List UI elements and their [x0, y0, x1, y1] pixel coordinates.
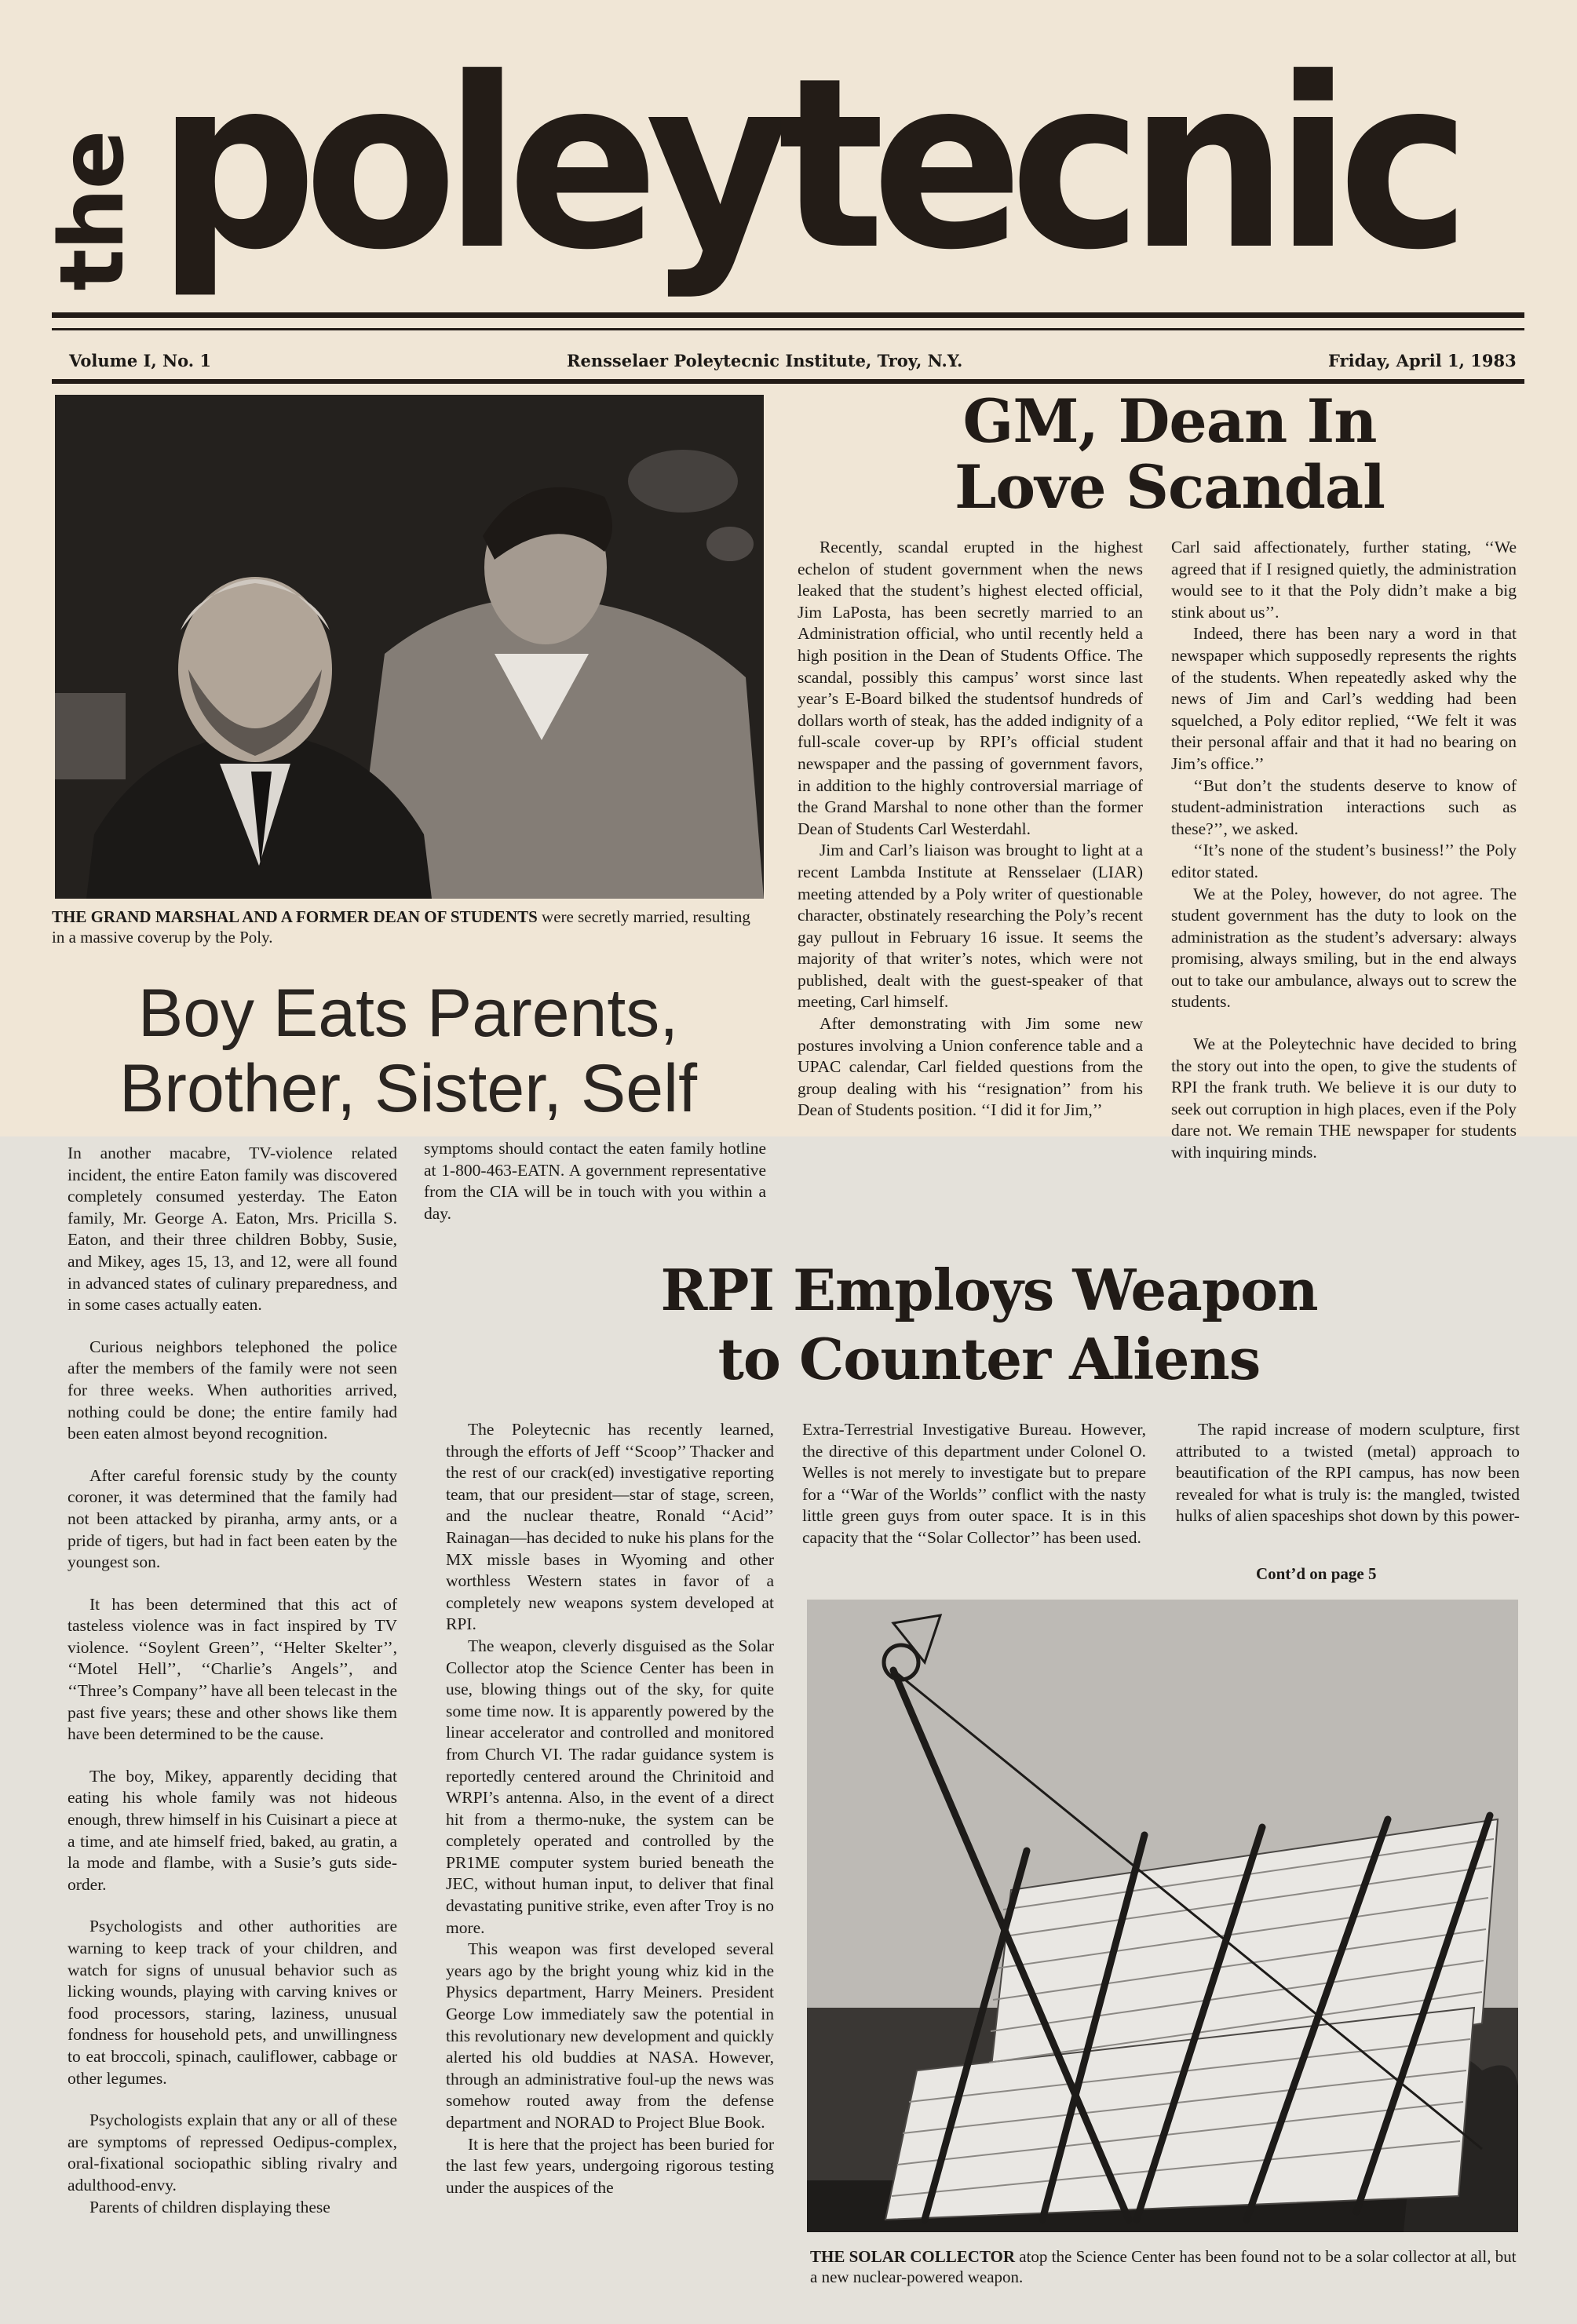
article-rpi-col2 [802, 1419, 1146, 1549]
paragraph: The Poleytecnic has recently learned, through the efforts of Jeff ‘‘Scoop’’ Thacker and the rest of our crack(ed) investigative reporting team, that our president—star of stage, screen, and the nuclear theatre, Ronald ‘‘Acid’’ Rainagan—has decided to nuke his plans for the MX missle bases in Wyoming and other worthless Western states in favor of a completely new weapons system developed at RPI. [446, 1420, 774, 1634]
paragraph: The boy, Mikey, apparently deciding that eating his whole family was not hideous enough, threw himself in his Cuisinart a piece at a time, and ate himself fried, baked, au gratin, a la mode and flambe, with a Susie’s guts side-order. [68, 1766, 397, 1894]
caption-bold: THE SOLAR COLLECTOR [810, 2247, 1016, 2266]
headline-rpi-weapon [440, 1256, 1539, 1394]
paragraph: After careful forensic study by the county coroner, it was determined that the family had not been attacked by piranha, army ants, or a pride of tigers, but had in fact been eaten by the youngest son. [68, 1465, 397, 1572]
photo-gm-dean [55, 395, 764, 899]
photo-gm-dean-illustration [55, 395, 764, 899]
paragraph: We at the Poley, however, do not agree. The student government has the duty to look on the administration as the student’s adversary: always promising, always smiling, but in the end always out to take our ambulance, always out to screw the students. [1171, 884, 1517, 1012]
headline-boy-eats [47, 976, 769, 1126]
paragraph: Recently, scandal erupted in the highest echelon of student government when the news leaked that the student’s highest elected official, Jim LaPosta, has been secretly married to an Administration official, who until recently held a high position in the Dean of Students Office. The scandal, possibly this campus’ worst since last year’s E-Board bilked the studentsof hundreds of dollars worth of steak, has the added indignity of a full-scale cover-up by RPI’s official student newspaper and the passing of government favors, in addition to the highly controversial marriage of the Grand Marshal to none other than the former Dean of Students Carl Westerdahl. [798, 538, 1143, 838]
paragraph: Parents of children displaying these [89, 2197, 330, 2216]
paragraph: It has been determined that this act of tasteless violence was in fact inspired by TV violence. ‘‘Soylent Green’’, ‘‘Helter Skelter’’, ‘‘Motel Hell’’, ‘‘Charlie’s Angels’’, and ‘‘Three’s Company’’ have all been telecast in the past five years; these and other shows like them have been determined to be the cause. [68, 1594, 397, 1744]
date-label: Friday, April 1, 1983 [1328, 351, 1517, 370]
paragraph: Curious neighbors telephoned the police after the members of the family were not seen for three weeks. When authorities arrived, nothing could be done; the entire family had been eaten almost beyond recognition. [68, 1337, 397, 1443]
paragraph: Extra-Terrestrial Investigative Bureau. However, the directive of this department under Colonel O. Welles is not merely to investigate but to prepare for a ‘‘War of the Worlds’’ conflict with the nasty little green guys from outer space. It is in this capacity that the ‘‘Solar Collector’’ has been used. [802, 1420, 1146, 1547]
photo-gm-dean-caption [52, 907, 758, 947]
photo-solar-collector-illustration [807, 1600, 1518, 2232]
article-boy-col1 [68, 1143, 397, 2218]
volume-label: Volume I, No. 1 [69, 351, 212, 370]
paragraph: We at the Poleytechnic have decided to bring the story out into the open, to give the students of RPI the frank truth. We believe it is our duty to seek out corruption in high places, even if the Poly dare not. We remain THE newspaper for students with inquiring minds. [1171, 1034, 1517, 1162]
paragraph: Indeed, there has been nary a word in that newspaper which supposedly represents the rights of the students. When repeatedly asked why the news of Jim and Carl’s wedding had been squelched, a Poly editor replied, ‘‘We felt it was their personal affair and that it had no bearing on Jim’s office.’’ [1171, 624, 1517, 773]
article-gm-col2 [1171, 537, 1517, 1164]
paragraph: This weapon was first developed several years ago by the bright young whiz kid in the Physics department, Harry Meiners. President George Low immediately saw the potential in this revolutionary new development and quickly alerted his old buddies at NASA. However, through an administrative foul-up the news was somehow routed away from the defense department and NORAD to Project Blue Book. [446, 1939, 774, 2132]
paragraph: Psychologists explain that any or all of these are symptoms of repressed Oedipus-complex, oral-fixational sociopathic sibling rivalry and adulthood-envy. [68, 2111, 397, 2194]
masthead-the: the [42, 131, 144, 291]
headline-boy-eats-line2: Brother, Sister, Self [119, 1051, 698, 1126]
paragraph: It is here that the project has been buried for the last few years, undergoing rigorous testing under the auspices of the [446, 2134, 774, 2197]
photo-solar-collector [807, 1600, 1518, 2232]
masthead-title: poleytecnic [157, 27, 1458, 301]
masthead-rule-mid [52, 328, 1524, 330]
headline-rpi-line1: RPI Employs Weapon [660, 1257, 1318, 1323]
paragraph: Jim and Carl’s liaison was brought to light at a recent Lambda Institute at Rensselaer (LIAR) meeting attended by a Poly writer of questionable character, obstinately researching the Poly’s recent gay pullout in February 16 issue. It seems the majority of that writer’s notes, which were not published, dealt with the guest-speaker of that meeting, Carl himself. [798, 841, 1143, 1012]
contd-label: Cont’d on page 5 [1256, 1564, 1377, 1583]
photo-solar-collector-caption [810, 2246, 1517, 2287]
paragraph: Psychologists and other authorities are warning to keep track of your children, and watch for signs of unusual behavior such as licking wounds, playing with carving knives or food processors, staring, laziness, unusual fondness for household pets, and unwillingness to eat broccoli, spinach, cauliflower, cabbage or other legumes. [68, 1917, 397, 2088]
caption-rest: were secretly married, resulting in a massive coverup by the Poly. [52, 907, 750, 947]
headline-gm-dean-line2: Love Scandal [954, 452, 1385, 522]
paragraph: Carl said affectionately, further stating, ‘‘We agreed that if I resigned quietly, the administration would see to it that the Poly didn’t make a big stink about us’’. [1171, 538, 1517, 622]
caption-rest: atop the Science Center has been found not to be a solar collector at all, but a new nuclear-powered weapon. [810, 2247, 1517, 2286]
paragraph: symptoms should contact the eaten family hotline at 1-800-463-EATN. A government representative from the CIA will be in touch with you within a day. [424, 1139, 766, 1223]
masthead-rule-bottom [52, 379, 1524, 384]
article-rpi-col3 [1176, 1419, 1520, 1527]
paragraph: The weapon, cleverly disguised as the Solar Collector atop the Science Center has been in use, blowing things out of the sky, for quite some time now. It is apparently powered by the linear accelerator and controlled and monitored from Church VI. The radar guidance system is reportedly centered around the Chrinitoid and WRPI’s antenna. Also, in the event of a direct hit from a thermo-nuke, the system can be completely operated and controlled by the PR1ME computer system buried beneath the JEC, without human input, to deliver that final devastating punitive strike, even after Troy is no more. [446, 1636, 774, 1937]
caption-bold: THE GRAND MARSHAL AND A FORMER DEAN OF STUDENTS [52, 907, 538, 926]
paragraph: ‘‘It’s none of the student’s business!’’ the Poly editor stated. [1171, 841, 1517, 881]
headline-boy-eats-line1: Boy Eats Parents, [137, 976, 679, 1051]
paragraph: After demonstrating with Jim some new postures involving a Union conference table and a UPAC calendar, Carl fielded questions from the group dealing with his ‘‘resignation’’ from his Dean of Students position. ‘‘I did it for Jim,’’ [798, 1014, 1143, 1120]
headline-gm-dean-line1: GM, Dean In [962, 386, 1377, 456]
headline-gm-dean [793, 386, 1546, 522]
article-boy-col2 [424, 1138, 766, 1224]
paragraph: The rapid increase of modern sculpture, first attributed to a twisted (metal) approach to beautification of the RPI campus, has now been revealed for what is truly is: the mangled, twisted hulks of alien spaceships shot down by this power- [1176, 1420, 1520, 1526]
masthead-rule-top [52, 312, 1524, 318]
institution-label: Rensselaer Poleytecnic Institute, Troy, N.Y. [567, 351, 963, 370]
paragraph: In another macabre, TV-violence related incident, the entire Eaton family was discovered completely consumed yesterday. The Eaton family, Mr. George A. Eaton, Mrs. Pricilla S. Eaton, and their three children Bobby, Susie, and Mikey, ages 15, 13, and 12, were all found in advanced states of culinary preparedness, and in some cases actually eaten. [68, 1144, 397, 1315]
article-gm-col1 [798, 537, 1143, 1122]
paragraph: ‘‘But don’t the students deserve to know of student-administration interactions such as these?’’, we asked. [1171, 775, 1517, 838]
headline-rpi-line2: to Counter Aliens [717, 1326, 1261, 1392]
article-rpi-col1 [446, 1419, 774, 2198]
